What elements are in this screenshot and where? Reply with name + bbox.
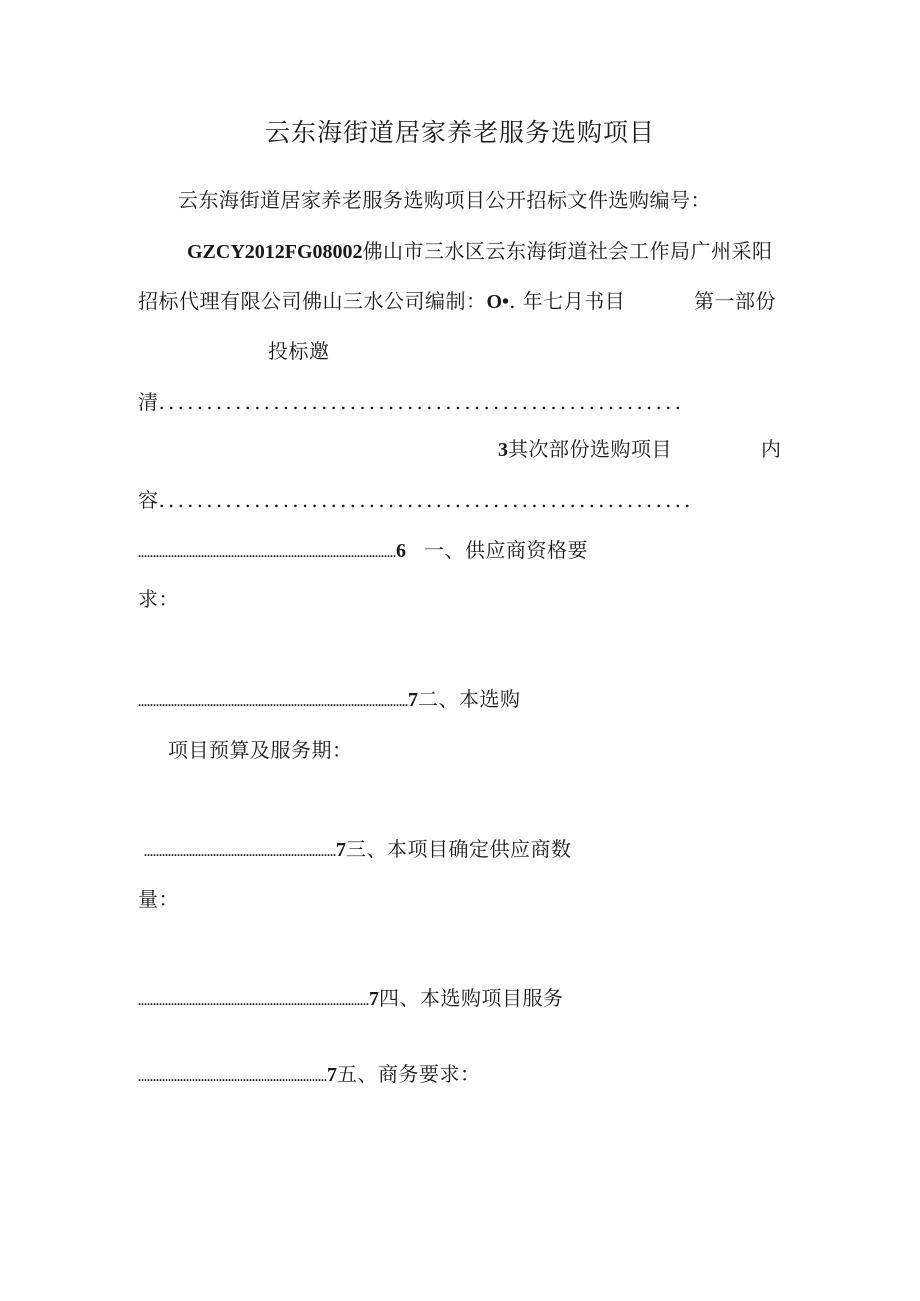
toc-item3-label: 三、本项目确定供应商数: [346, 837, 572, 861]
toc-invite-dots: .......................................................: [158, 390, 685, 414]
intro-line: 云东海街道居家养老服务选购项目公开招标文件选购编号：: [178, 188, 711, 212]
toc-part2-tail: 容: [138, 488, 159, 512]
toc-part2-label: 其次部份选购项目: [508, 437, 672, 461]
toc-part2-dots: ........................................................: [158, 488, 694, 512]
toc-invite-label: 投标邀: [268, 339, 330, 363]
toc-item3-dots: ................................................................: [144, 845, 336, 859]
compiler-year-mark: O•: [486, 291, 510, 313]
toc-item1-label: 一、供应商资格要: [424, 538, 588, 562]
toc-item5-row: [138, 1060, 481, 1091]
toc-item3-page: 7: [336, 839, 346, 861]
toc-item4-row: [138, 984, 564, 1015]
toc-item5-dots: ...............................................................: [138, 1070, 327, 1084]
toc-item3-tail: 量：: [138, 887, 179, 911]
toc-item2-tail: 项目预算及服务期：: [168, 738, 353, 762]
toc-item1-row: [138, 536, 588, 567]
toc-invite-row: [138, 388, 684, 416]
toc-part2-tail-row: [138, 486, 694, 514]
toc-item4-page: 7: [369, 988, 379, 1010]
document-title: 云东海街道居家养老服务选购项目: [264, 118, 655, 147]
compiler-text: 招标代理有限公司佛山三水公司编制：: [138, 289, 487, 313]
code-line-rest: 佛山市三水区云东海街道社会工作局广州采阳: [362, 239, 773, 263]
toc-part2-page: 3: [498, 439, 508, 461]
toc-item1-page: 6: [396, 540, 406, 562]
toc-item4-dots: .............................................................................: [138, 994, 369, 1008]
code-line: [187, 237, 773, 266]
compiler-line: [138, 287, 625, 316]
compiler-tail: . 年七月书目: [509, 289, 626, 313]
toc-part2-label-tail: 内: [761, 437, 782, 461]
toc-item5-label: 五、商务要求：: [337, 1062, 481, 1086]
toc-item4-label: 四、本选购项目服务: [379, 986, 564, 1010]
toc-item5-page: 7: [327, 1064, 337, 1086]
toc-part2-row: [498, 435, 672, 464]
toc-item3-row: [144, 835, 572, 866]
toc-item2-page: 7: [408, 689, 418, 711]
toc-item1-dots: ......................................................................................: [138, 546, 396, 560]
part-one-label: 第一部份: [694, 289, 776, 313]
toc-item2-label: 二、本选购: [418, 687, 521, 711]
toc-invite-tail: 清: [138, 390, 159, 414]
procurement-code: GZCY2012FG08002: [187, 241, 363, 263]
toc-item2-row: [138, 685, 521, 716]
toc-item2-dots: ..........................................................................................: [138, 695, 408, 709]
toc-item1-tail: 求：: [138, 587, 179, 611]
